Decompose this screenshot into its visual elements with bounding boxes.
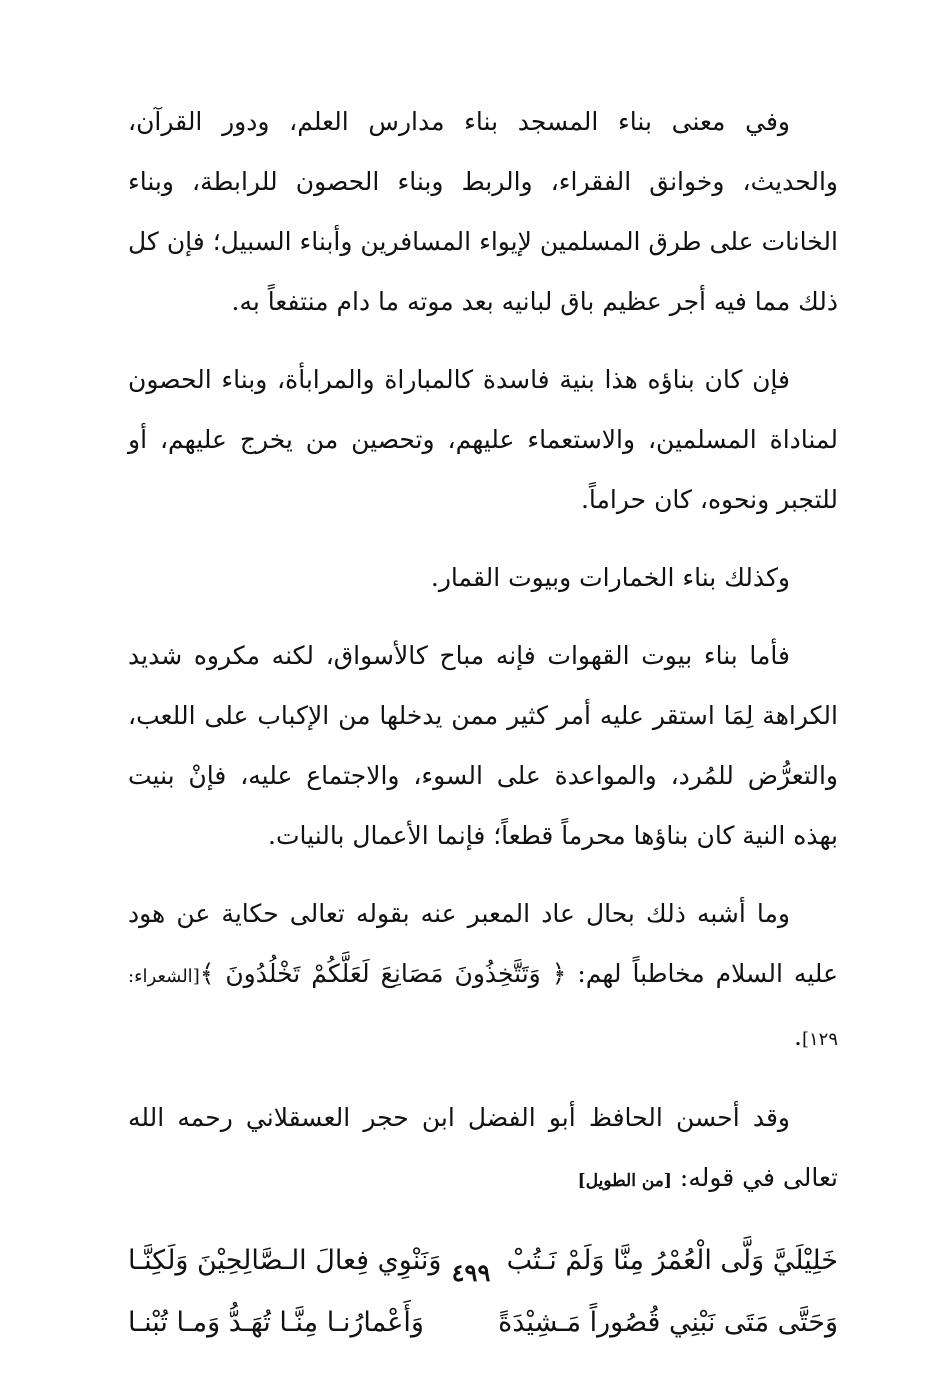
poem-second-hemistich: وَأَعْمارُنـا مِنَّـا تُهَـدُّ وَمـا تُبْنـا xyxy=(128,1306,424,1338)
hud-end: . xyxy=(794,1022,802,1051)
quran-verse: ﴿ وَتَتَّخِذُونَ مَصَانِعَ لَعَلَّكُمْ تَخْلُدُونَ ﴾ xyxy=(199,959,567,988)
poem-second-hemistich: وَنَنْوِي فِعالَ الـصَّالِحِيْنَ وَلَكِنَّـا xyxy=(128,1244,442,1276)
paragraph-coffeehouses: فأما بناء بيوت القهوات فإنه مباح كالأسواق، لكنه مكروه شديد الكراهة لِمَا استقر عليه أمر كثير ممن يدخلها من الإكباب على اللعب، والتعرُّض للمُرد، والمواعدة على السوء، والاجتماع عليه، فإنْ بنيت بهذه النية كان بناؤها محرماً قطعاً؛ فإنما الأعمال بالنيات. xyxy=(128,641,838,850)
poem-first-hemistich: خَلِيْلَيَّ وَلَّى الْعُمْرُ مِنَّا وَلَمْ نَـتُبْ xyxy=(506,1244,838,1276)
paragraph-corrupt-intention: فإن كان بناؤه هذا بنية فاسدة كالمباراة والمرابأة، وبناء الحصون لمناداة المسلمين، والاستعماء عليهم، وتحصين من يخرج عليهم، أو للتجبر ونحوه، كان حراماً. xyxy=(128,365,838,514)
quran-reference: [الشعراء: ١٢٩] xyxy=(128,966,838,1050)
paragraph-hud xyxy=(128,884,838,1070)
page-number: ٤٩٩ xyxy=(451,1258,491,1287)
page-body xyxy=(128,92,838,1353)
poem-meter: [من الطويل] xyxy=(577,1171,672,1191)
paragraph-taverns: وكذلك بناء الخمارات وبيوت القمار. xyxy=(430,563,790,592)
paragraph-mosque-equivalents: وفي معنى بناء المسجد بناء مدارس العلم، ودور القرآن، والحديث، وخوانق الفقراء، والربط وبناء الحصون للرابطة، وبناء الخانات على طرق المسلمين لإيواء المسافرين وأبناء السبيل؛ فإن كل ذلك مما فيه أجر عظيم باق لبانيه بعد موته ما دام منتفعاً به. xyxy=(128,107,838,316)
poem xyxy=(128,1229,838,1353)
hud-text: وما أشبه ذلك بحال عاد المعبر عنه بقوله تعالى حكاية عن هود عليه السلام مخاطباً لهم: xyxy=(128,899,838,988)
paragraph-ibn-hajar xyxy=(128,1088,838,1211)
ibn-hajar-text: وقد أحسن الحافظ أبو الفضل ابن حجر العسقلاني رحمه الله تعالى في قوله: xyxy=(128,1103,838,1192)
poem-first-hemistich: وَحَتَّى مَتَى نَبْنِي قُصُوراً مَـشِيْدَةً xyxy=(498,1306,838,1338)
poem-verse xyxy=(128,1291,838,1353)
